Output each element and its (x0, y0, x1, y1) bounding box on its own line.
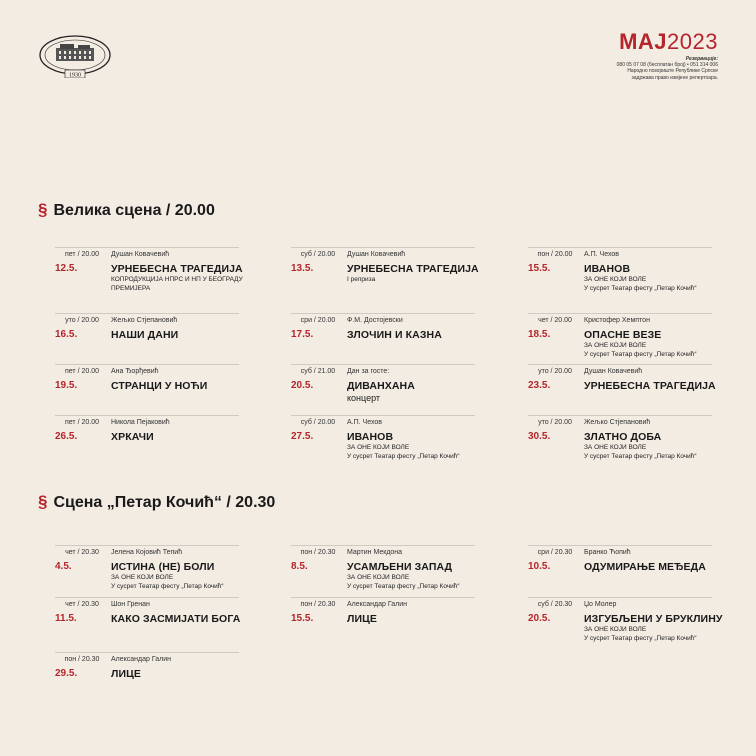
event-title: ОПАСНЕ ВЕЗЕ (584, 329, 662, 341)
event-author: Душан Ковачевић (347, 251, 406, 258)
event-meta (55, 652, 239, 666)
event-subtitle (584, 444, 756, 461)
month-title (518, 30, 718, 54)
event-author: А.П. Чехов (347, 419, 382, 426)
event-item (55, 247, 243, 311)
reservations-note-2: задржава право измјене репертоара. (631, 74, 718, 81)
month-name: МАЈ (619, 29, 668, 54)
event-subtitle-line: ЗА ОНЕ КОЈИ ВОЛЕ (584, 626, 647, 633)
event-body (291, 429, 475, 479)
event-date: 19.5. (55, 380, 78, 391)
event-meta (528, 597, 712, 611)
event-body (528, 429, 712, 479)
event-subtitle (347, 393, 547, 404)
event-author: Мартин Мекдона (347, 549, 403, 556)
event-subtitle-line: ПРЕМИЈЕРА (111, 284, 151, 292)
event-meta (291, 415, 475, 429)
event-title: НАШИ ДАНИ (111, 329, 179, 341)
event-item (528, 597, 723, 661)
event-day-time: чет / 20.30 (65, 601, 99, 608)
event-title: ЗЛОЧИН И КАЗНА (347, 329, 442, 341)
event-day-time: чет / 20.30 (65, 549, 99, 556)
event-subtitle (347, 574, 547, 591)
event-meta (528, 364, 712, 378)
event-title: ЛИЦЕ (347, 613, 377, 625)
event-subtitle-line: КОПРОДУКЦИЈА НПРС И НП У БЕОГРАДУ (111, 276, 243, 283)
event-day-time: пон / 20.30 (64, 656, 100, 663)
event-meta (55, 415, 239, 429)
event-subtitle-line: I реприза (347, 276, 376, 283)
event-day-time: пон / 20.00 (537, 251, 573, 258)
event-date: 8.5. (291, 561, 308, 572)
event-subtitle (584, 342, 756, 359)
event-meta (291, 247, 475, 261)
event-author: Жељко Стјепановић (584, 419, 651, 426)
event-subtitle (111, 276, 311, 293)
event-meta (55, 364, 239, 378)
event-subtitle (347, 444, 547, 461)
section-title-kocic-stage (38, 492, 275, 512)
event-date: 27.5. (291, 431, 314, 442)
event-day-time: пет / 20.00 (64, 251, 99, 258)
reservations-phones: 080 05 07 08 (бесплатан број) • 051 314 006 (616, 62, 718, 69)
event-meta (528, 247, 712, 261)
event-day-time: чет / 20.00 (538, 317, 572, 324)
event-date: 12.5. (55, 263, 78, 274)
event-day-time: суб / 20.00 (300, 251, 336, 258)
reservations-info (518, 56, 718, 81)
event-subtitle (584, 626, 756, 643)
event-day-time: сри / 20.30 (537, 549, 573, 556)
event-day-time: уто / 20.00 (65, 317, 99, 324)
section-sign-icon: § (38, 200, 48, 219)
event-date: 20.5. (528, 613, 551, 624)
event-author: Душан Ковачевић (111, 251, 170, 258)
event-meta (528, 415, 712, 429)
event-item (291, 415, 475, 479)
event-item (55, 652, 239, 716)
section-title-main-stage (38, 200, 215, 220)
event-day-time: суб / 20.00 (300, 419, 336, 426)
event-title: ИВАНОВ (584, 263, 631, 275)
reservations-note-1: Народно позориште Републике Српске (627, 68, 718, 75)
event-title: ЗЛАТНО ДОБА (584, 431, 662, 443)
event-author: Душан Ковачевић (584, 368, 643, 375)
event-author: Бранко Ћопић (584, 549, 631, 556)
event-subtitle-line: У сусрет Театар фесту „Петар Кочић“ (584, 284, 697, 292)
event-title: СТРАНЦИ У НОЋИ (111, 380, 208, 392)
event-day-time: пет / 20.00 (64, 368, 99, 375)
event-meta (528, 545, 712, 559)
event-body (291, 611, 475, 661)
event-item (291, 597, 475, 661)
event-author: Шон Гренан (111, 601, 150, 608)
event-body (528, 261, 712, 311)
event-title: ЛИЦЕ (111, 668, 141, 680)
event-subtitle-line: У сусрет Театар фесту „Петар Кочић“ (584, 350, 697, 358)
event-item (55, 415, 239, 479)
event-author: Ана Ђорђевић (111, 368, 159, 375)
event-date: 15.5. (291, 613, 314, 624)
event-title: ИСТИНА (НЕ) БОЛИ (111, 561, 215, 573)
theatre-logo-icon (38, 34, 112, 78)
event-date: 13.5. (291, 263, 314, 274)
event-meta (291, 313, 475, 327)
event-body (291, 261, 479, 311)
event-date: 17.5. (291, 329, 314, 340)
event-date: 4.5. (55, 561, 72, 572)
event-date: 18.5. (528, 329, 551, 340)
event-author: Кристофер Хемптон (584, 317, 650, 324)
event-day-time: пет / 20.00 (64, 419, 99, 426)
event-subtitle-line: У сусрет Театар фесту „Петар Кочић“ (584, 634, 697, 642)
event-subtitle-line: У сусрет Театар фесту „Петар Кочић“ (347, 582, 460, 590)
event-author: Ф.М. Достојевски (347, 317, 403, 324)
month-year: 2023 (667, 29, 718, 54)
event-subtitle-line: У сусрет Театар фесту „Петар Кочић“ (584, 452, 697, 460)
event-author: Дан за госте: (347, 368, 390, 375)
event-subtitle-line: ЗА ОНЕ КОЈИ ВОЛЕ (584, 444, 647, 451)
event-body (528, 611, 723, 661)
event-item (291, 247, 479, 311)
event-author: Жељко Стјепановић (111, 317, 178, 324)
event-day-time: пон / 20.30 (300, 549, 336, 556)
event-day-time: уто / 20.00 (538, 419, 572, 426)
event-title: ДИВАНХАНА (347, 380, 415, 392)
event-item (528, 247, 712, 311)
event-author: Александар Галин (111, 656, 172, 663)
event-author: А.П. Чехов (584, 251, 619, 258)
event-date: 30.5. (528, 431, 551, 442)
event-date: 23.5. (528, 380, 551, 391)
section-sign-icon: § (38, 492, 48, 511)
event-item (528, 415, 712, 479)
event-meta (291, 364, 475, 378)
event-body (55, 429, 239, 479)
event-meta (528, 313, 712, 327)
event-subtitle-line: концерт (347, 393, 381, 403)
event-subtitle-line: ЗА ОНЕ КОЈИ ВОЛЕ (347, 444, 410, 451)
event-title: УРНЕБЕСНА ТРАГЕДИЈА (111, 263, 243, 275)
event-subtitle-line: ЗА ОНЕ КОЈИ ВОЛЕ (584, 342, 647, 349)
event-day-time: суб / 21.00 (300, 368, 336, 375)
event-subtitle (111, 574, 311, 591)
event-author: Џо Молер (584, 601, 617, 608)
section-title-text: Велика сцена / 20.00 (53, 202, 215, 219)
event-meta (55, 247, 239, 261)
event-day-time: пон / 20.30 (300, 601, 336, 608)
event-meta (291, 597, 475, 611)
event-title: УСАМЉЕНИ ЗАПАД (347, 561, 453, 573)
event-date: 20.5. (291, 380, 314, 391)
event-title: ОДУМИРАЊЕ МЕЂЕДА (584, 561, 706, 573)
event-title: УРНЕБЕСНА ТРАГЕДИЈА (584, 380, 716, 392)
event-meta (55, 313, 239, 327)
event-day-time: сри / 20.00 (300, 317, 336, 324)
event-day-time: суб / 20.30 (537, 601, 573, 608)
section-title-text: Сцена „Петар Кочић“ / 20.30 (53, 494, 276, 511)
event-subtitle-line: У сусрет Театар фесту „Петар Кочић“ (347, 452, 460, 460)
event-subtitle-line: ЗА ОНЕ КОЈИ ВОЛЕ (584, 276, 647, 283)
event-title: ИВАНОВ (347, 431, 394, 443)
logo-year: 1930 (69, 72, 81, 78)
event-date: 16.5. (55, 329, 78, 340)
event-title: УРНЕБЕСНА ТРАГЕДИЈА (347, 263, 479, 275)
event-day-time: уто / 20.00 (538, 368, 572, 375)
event-date: 26.5. (55, 431, 78, 442)
event-subtitle-line: У сусрет Театар фесту „Петар Кочић“ (111, 582, 224, 590)
event-subtitle (347, 276, 547, 285)
event-date: 15.5. (528, 263, 551, 274)
event-meta (291, 545, 475, 559)
event-title: ИЗГУБЉЕНИ У БРУКЛИНУ (584, 613, 723, 625)
event-subtitle-line: ЗА ОНЕ КОЈИ ВОЛЕ (347, 574, 410, 581)
event-body (55, 261, 243, 311)
event-meta (55, 597, 239, 611)
event-author: Јелена Којовић Тепић (111, 549, 183, 556)
event-subtitle (584, 276, 756, 293)
event-date: 10.5. (528, 561, 551, 572)
event-subtitle-line: ЗА ОНЕ КОЈИ ВОЛЕ (111, 574, 174, 581)
header-month-block (518, 30, 718, 81)
event-title: КАКО ЗАСМИЈАТИ БОГА (111, 613, 241, 625)
reservations-label: Резервације: (685, 56, 718, 62)
event-meta (55, 545, 239, 559)
event-date: 11.5. (55, 613, 77, 624)
event-date: 29.5. (55, 668, 78, 679)
event-author: Никола Пејаковић (111, 419, 170, 426)
event-title: ХРКАЧИ (111, 431, 154, 443)
event-body (55, 666, 239, 716)
event-author: Александар Галин (347, 601, 408, 608)
